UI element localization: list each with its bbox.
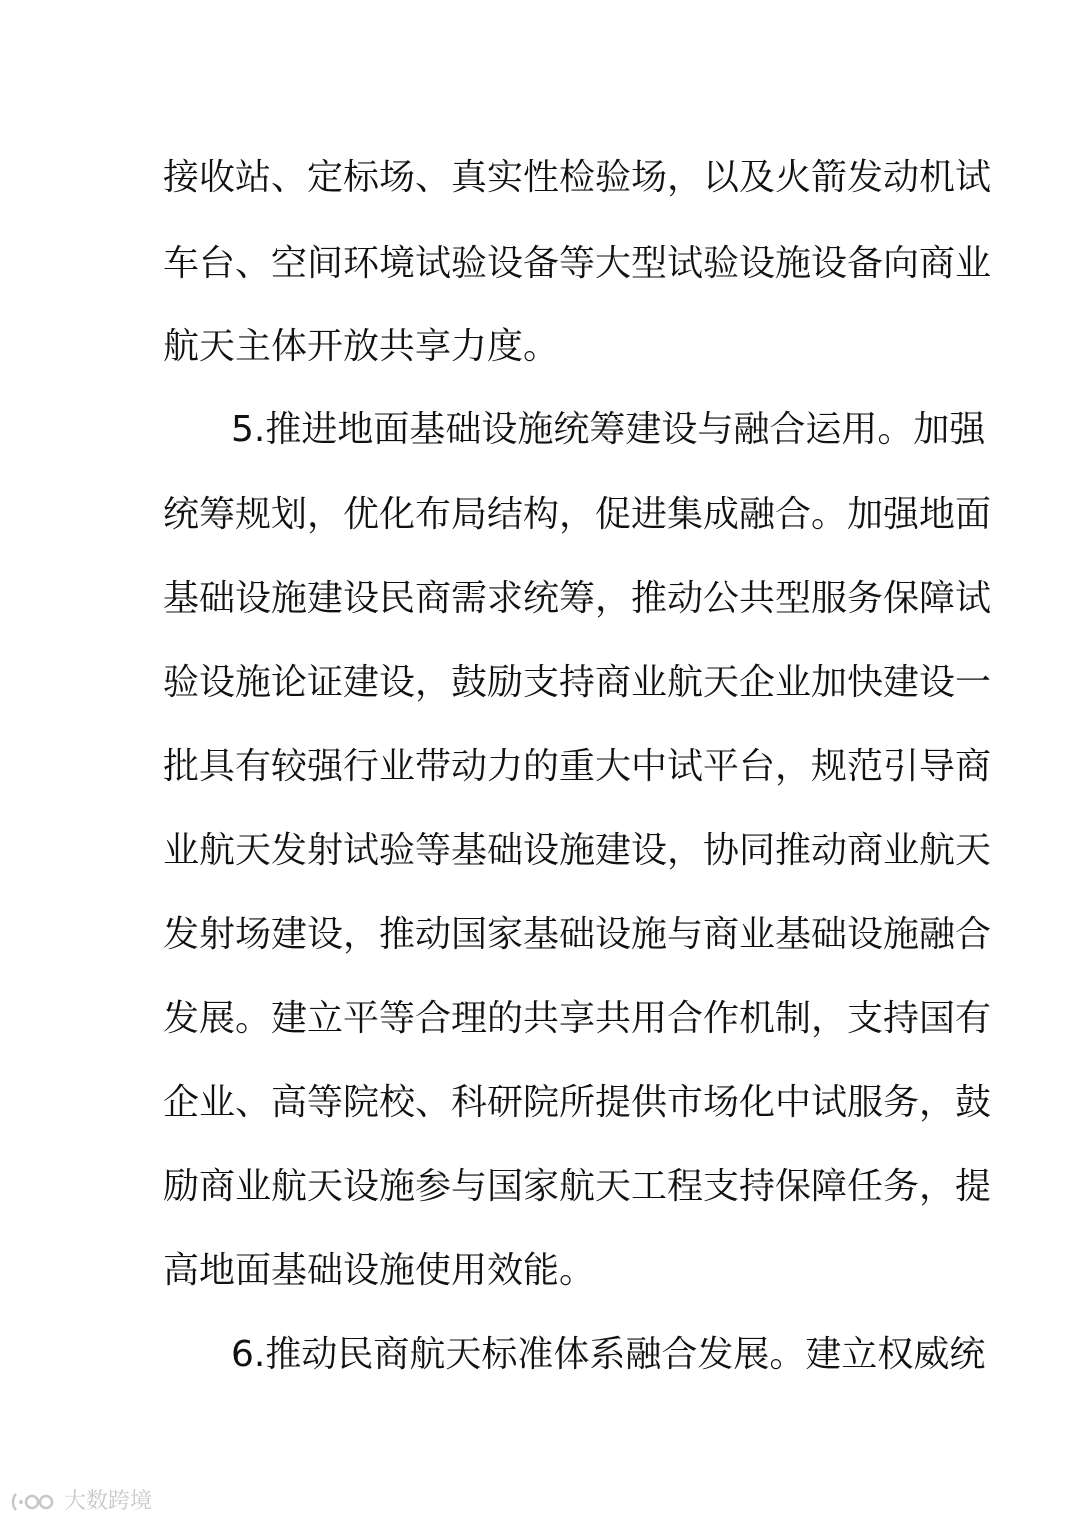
paragraph-heading-6: 6.推动民商航天标准体系融合发展。建立权威统	[231, 1334, 986, 1375]
text-line: 接收站、定标场、真实性检验场，以及火箭发动机试	[163, 157, 992, 198]
text-line: 批具有较强行业带动力的重大中试平台，规范引导商	[163, 746, 992, 787]
watermark-text: 大数跨境	[64, 1489, 153, 1514]
text-line: 发展。建立平等合理的共享共用合作机制，支持国有	[163, 998, 992, 1039]
text-line: 车台、空间环境试验设备等大型试验设施设备向商业	[163, 243, 992, 284]
text-line: 发射场建设，推动国家基础设施与商业基础设施融合	[163, 914, 992, 955]
text-line: 验设施论证建设，鼓励支持商业航天企业加快建设一	[163, 662, 992, 703]
text-line: 企业、高等院校、科研院所提供市场化中试服务，鼓	[163, 1082, 992, 1123]
text-line: 高地面基础设施使用效能。	[163, 1250, 596, 1291]
text-line: 业航天发射试验等基础设施建设，协同推动商业航天	[163, 830, 992, 871]
watermark	[10, 1488, 152, 1516]
text-line: 航天主体开放共享力度。	[163, 326, 560, 367]
text-line: 励商业航天设施参与国家航天工程支持保障任务，提	[163, 1166, 992, 1207]
ioo-logo-icon	[10, 1490, 58, 1514]
text-line: 基础设施建设民商需求统筹，推动公共型服务保障试	[163, 578, 992, 619]
text-line: 统筹规划，优化布局结构，促进集成融合。加强地面	[163, 494, 992, 535]
paragraph-heading-5: 5.推进地面基础设施统筹建设与融合运用。加强	[231, 409, 986, 450]
